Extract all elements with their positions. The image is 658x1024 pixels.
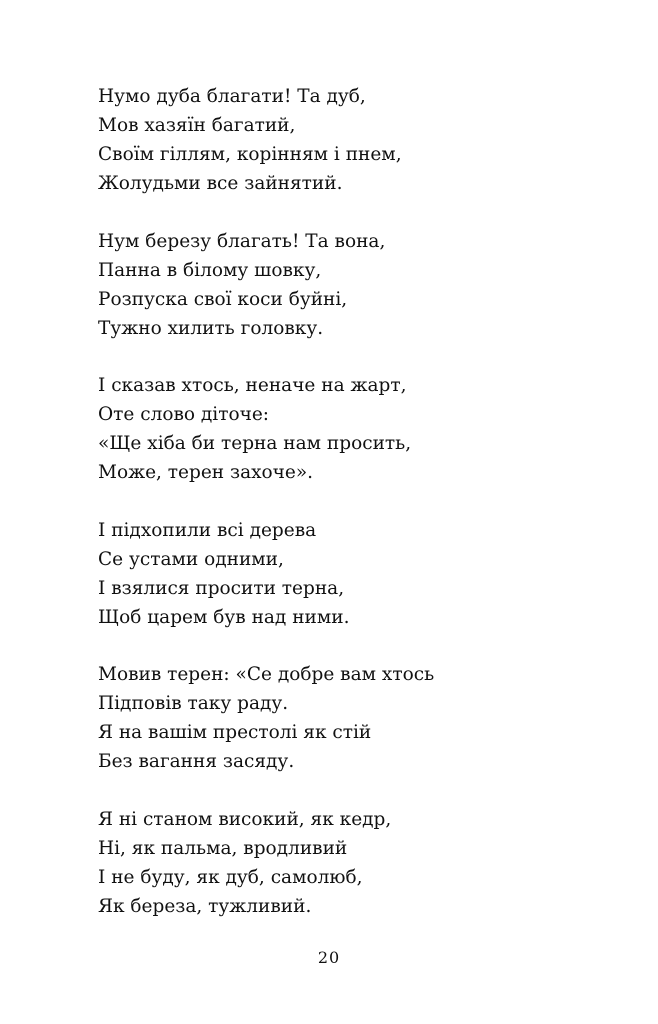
poem-line: Підповів таку раду. (98, 693, 289, 714)
stanza (98, 371, 618, 487)
stanza (98, 805, 618, 921)
poem-line: Я на вашім престолі як стій (98, 722, 372, 743)
poem-line: Жолудьми все зайнятий. (98, 173, 343, 194)
poem-line: Як береза, тужливий. (98, 895, 312, 917)
poem-line: Без вагання засяду. (98, 751, 295, 772)
poem-line: Нумо дуба благати! Та дуб, (98, 86, 366, 107)
poem-line: І взялися просити терна, (98, 577, 345, 599)
poem-line: І підхопили всі дерева (98, 519, 317, 541)
poem-line: «Ще хіба би терна нам просить, (98, 433, 412, 454)
poem-line: Розпуска свої коси буйні, (98, 288, 348, 310)
poem-line: І не буду, як дуб, самолюб, (98, 866, 363, 888)
stanza (98, 516, 618, 632)
poem-text (98, 82, 618, 949)
poem-line: Мовив терен: «Се добре вам хтось (98, 664, 435, 685)
poem-line: Оте слово діточе: (98, 404, 270, 425)
poem-line: Щоб царем був над ними. (98, 606, 350, 628)
page-number: 20 (317, 948, 341, 967)
poem-line: Панна в білому шовку, (98, 259, 322, 281)
poem-line: Мов хазяїн багатий, (98, 115, 296, 136)
poem-line: Се устами одними, (98, 548, 284, 570)
poem-line: Я ні станом високий, як кедр, (98, 808, 392, 830)
poem-line: І сказав хтось, неначе на жарт, (98, 375, 407, 396)
stanza (98, 227, 618, 343)
stanza (98, 660, 618, 776)
poem-line: Своїм гіллям, корінням і пнем, (98, 144, 402, 165)
poem-line: Може, терен захоче». (98, 462, 314, 483)
poem-line: Ні, як пальма, вродливий (98, 837, 348, 859)
poem-line: Нум березу благать! Та вона, (98, 230, 386, 252)
stanza (98, 82, 618, 198)
poem-line: Тужно хилить головку. (98, 317, 324, 339)
